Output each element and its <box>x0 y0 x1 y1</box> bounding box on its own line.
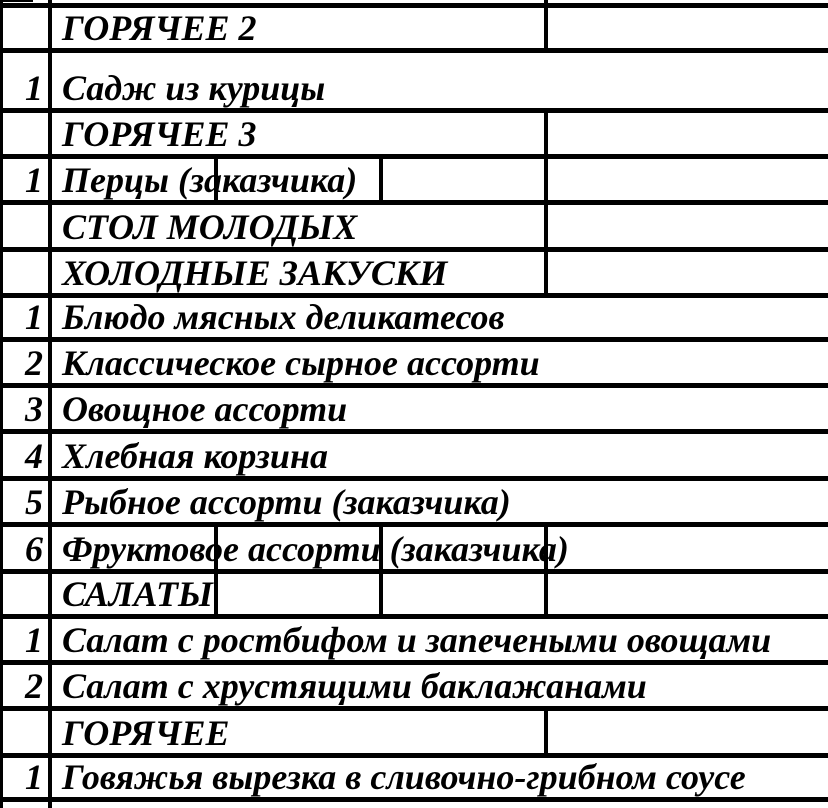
empty-cell[interactable] <box>548 527 828 569</box>
dish-row <box>0 660 828 706</box>
row-number: 1 <box>25 757 43 797</box>
partial-row <box>0 797 828 808</box>
dish-name: Салат с хрустящими баклажанами <box>62 666 647 706</box>
section-title: ГОРЯЧЕЕ <box>62 713 230 753</box>
dish-name: Садж из курицы <box>62 68 326 108</box>
dish-name: Рыбное ассорти (заказчика) <box>62 482 511 522</box>
dish-row <box>0 383 828 429</box>
dish-row <box>0 48 828 108</box>
row-number: 2 <box>25 343 43 383</box>
section-title: ГОРЯЧЕЕ 2 <box>62 8 257 48</box>
section-row <box>0 3 828 48</box>
section-row <box>0 200 828 247</box>
empty-cell[interactable] <box>383 574 548 614</box>
row-number: 1 <box>25 160 43 200</box>
name-cell[interactable] <box>52 802 828 808</box>
dish-name: Классическое сырное ассорти <box>62 343 540 383</box>
row-number: 1 <box>25 68 43 108</box>
empty-cell[interactable] <box>548 252 828 293</box>
number-cell[interactable] <box>0 8 52 48</box>
row-number: 3 <box>25 389 43 429</box>
section-row <box>0 108 828 154</box>
row-number: 2 <box>25 666 43 706</box>
dish-row <box>0 429 828 476</box>
dish-name: Салат с ростбифом и запечеными овощами <box>62 620 772 660</box>
number-cell[interactable] <box>0 711 52 753</box>
border-artifact <box>0 0 33 2</box>
section-row <box>0 706 828 753</box>
section-title: САЛАТЫ <box>62 574 213 614</box>
section-row <box>0 569 828 614</box>
dish-name: Овощное ассорти <box>62 389 348 429</box>
empty-cell[interactable] <box>548 8 828 48</box>
row-number: 1 <box>25 620 43 660</box>
dish-row <box>0 614 828 660</box>
row-number: 4 <box>25 436 43 476</box>
dish-name: Блюдо мясных деликатесов <box>62 297 505 337</box>
dish-row <box>0 522 828 569</box>
number-cell[interactable] <box>0 574 52 614</box>
table-left-border <box>0 0 3 808</box>
row-number: 1 <box>25 297 43 337</box>
dish-name: Фруктовое ассорти (заказчика) <box>62 529 569 569</box>
dish-row <box>0 337 828 383</box>
dish-name: Перцы (заказчика) <box>62 160 358 200</box>
empty-cell[interactable] <box>383 159 548 200</box>
row-number: 6 <box>25 529 43 569</box>
section-title: ХОЛОДНЫЕ ЗАКУСКИ <box>62 253 448 293</box>
number-cell[interactable] <box>0 252 52 293</box>
section-title: ГОРЯЧЕЕ 3 <box>62 114 257 154</box>
empty-cell[interactable] <box>548 711 828 753</box>
number-cell[interactable] <box>0 802 52 808</box>
row-number: 5 <box>25 482 43 522</box>
empty-cell[interactable] <box>548 113 828 154</box>
dish-name: Говяжья вырезка в сливочно-грибном соусе <box>62 757 746 797</box>
dish-row <box>0 154 828 200</box>
dish-row <box>0 476 828 522</box>
section-title: СТОЛ МОЛОДЫХ <box>62 207 358 247</box>
number-cell[interactable] <box>0 205 52 247</box>
empty-cell[interactable] <box>218 574 383 614</box>
dish-row <box>0 753 828 797</box>
empty-cell[interactable] <box>548 574 828 614</box>
empty-cell[interactable] <box>548 205 828 247</box>
dish-name: Хлебная корзина <box>62 436 328 476</box>
section-row <box>0 247 828 293</box>
dish-row <box>0 293 828 337</box>
empty-cell[interactable] <box>548 159 828 200</box>
number-cell[interactable] <box>0 113 52 154</box>
